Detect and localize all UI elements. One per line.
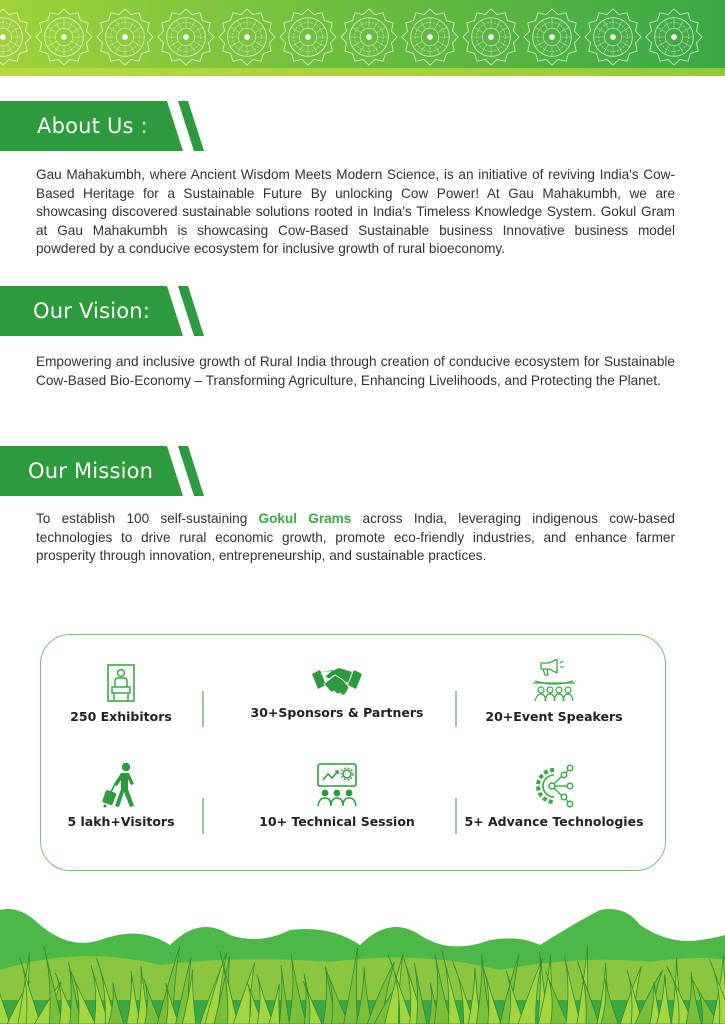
presentation-session-icon [314,762,360,808]
about-heading: About Us : [37,114,148,138]
megaphone-audience-icon [531,659,577,703]
banner-strip [0,68,725,76]
mandala-ornament [645,8,703,66]
mandala-ornament [157,8,215,66]
stat-label: 20+Event Speakers [485,709,623,724]
mandala-ornament [584,8,642,66]
mission-heading-ribbon [0,446,210,496]
stat-technologies [464,756,644,829]
mandala-ornament [35,8,93,66]
mission-heading: Our Mission [28,459,154,483]
traveler-luggage-icon [101,762,141,808]
mission-text-start: To establish 100 self-sustaining [36,511,259,526]
stat-label: 10+ Technical Session [259,814,415,829]
mission-text [36,510,675,566]
vision-heading-ribbon [0,286,210,336]
stat-divider [202,691,204,727]
stat-exhibitors [31,655,211,724]
mandala-ornament [218,8,276,66]
mandala-ornament [340,8,398,66]
stat-label: 5 lakh+Visitors [67,814,175,829]
gokul-grams-highlight: Gokul Grams [258,511,352,526]
gear-network-icon [532,764,576,808]
exhibitor-booth-icon [106,663,136,703]
mandala-ornament [96,8,154,66]
stat-divider [202,798,204,834]
stat-label: 5+ Advance Technologies [464,814,644,829]
mandala-ornament [0,8,32,66]
mandala-ornament [279,8,337,66]
about-heading-ribbon [0,101,210,151]
vision-heading: Our Vision: [33,299,151,323]
stats-card [40,634,666,871]
about-text: Gau Mahakumbh, where Ancient Wisdom Meets Modern Science, is an initiative of reviving India's Cow-Based Heritage for a Sustainable Future By unlocking Cow Power! At Gau Mahakumbh, we are showcasing discovered sustainable solutions rooted in India's Timeless Knowledge System. Gokul Gram at Gau Mahakumbh is showcasing Cow-Based Sustainable business Innovative business model powdered by a conducive ecosystem for inclusive growth of rural bioeconomy. [36,167,675,257]
top-banner [0,0,725,70]
mandala-ornament [401,8,459,66]
stat-divider [455,691,457,727]
stat-label: 250 Exhibitors [70,709,172,724]
mandala-ornament [523,8,581,66]
stat-visitors [31,756,211,829]
stat-speakers [464,655,644,724]
stat-label: 30+Sponsors & Partners [250,705,424,720]
stat-technical-sessions [247,756,427,829]
handshake-icon [312,665,362,699]
vision-text: Empowering and inclusive growth of Rural India through creation of conducive ecosystem for Sustainable Cow-Based Bio-Economy – Transforming Agriculture, Enhancing Livelihoods, and Protecting the Planet. [36,354,675,388]
grass-hills-decoration [0,900,725,1024]
stat-sponsors [247,651,427,720]
mandala-ornament [462,8,520,66]
mission-text-end: across India, leveraging indigenous cow-based technologies to drive rural economic growth, promote eco-friendly industries, and enhance farmer prosperity through innovation, entrepreneurship, and sustainable practices. [36,511,675,564]
stat-divider [455,798,457,834]
